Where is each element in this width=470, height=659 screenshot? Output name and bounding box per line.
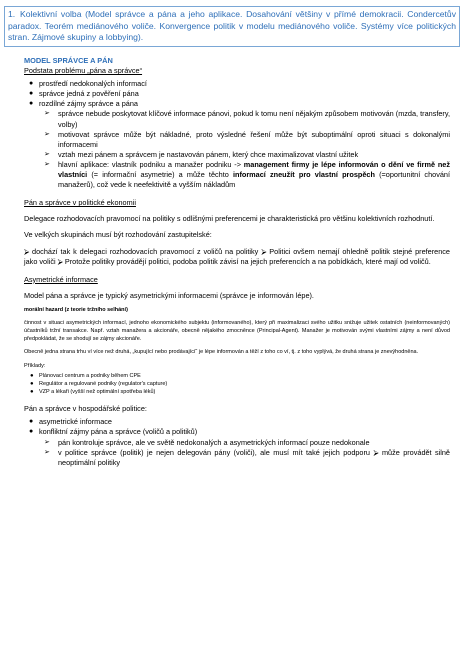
bullet-icon: ●	[29, 418, 34, 426]
bullet-icon: ●	[30, 373, 34, 380]
asym-heading: Asymetrické informace	[24, 274, 98, 284]
list-item: ● konfliktní zájmy pána a správce (voličů a politiků)	[29, 427, 198, 437]
question-text: Kolektivní volba (Model správce a pána a jeho aplikace. Dosahování většiny v přímé demokracii. Condercetův paradox. Teorém mediánového voliče. Konvergence politik v modelu mediánového voliče. Systémy více politických stran. Zájmové skupiny a lobbying).	[8, 9, 456, 42]
politika-heading: Pán a správce v politické ekonomii	[24, 198, 136, 208]
arrow-bullet-icon: ➢	[44, 448, 50, 456]
question-number: 1.	[8, 9, 16, 19]
politika-paragraph: Delegace rozhodovacích pravomocí na politiky s odlišnými preferencemi je charakteristická pro většinu kolektivních rozhodnutí.	[24, 214, 435, 224]
bullet-icon: ●	[30, 381, 34, 388]
politika-paragraph: ⮚ dochází tak k delegaci rozhodovacích pravomocí z voličů na politiky ⮚ Politici ovšem nemají ohledně politik stejné preference jako voliči ⮚ Protože politiky provádějí politici, podoba politik závisí na jejich preferencích a na pobídkách, které mají od voličů.	[24, 246, 450, 266]
list-item: ● VZP a lékaři (vyšší než optimální spotřeba léků)	[30, 388, 156, 395]
arrow-bullet-icon: ➢	[44, 130, 50, 138]
priklady-label: Příklady:	[24, 362, 46, 369]
podstata-heading: Podstata problému „pána a správce“	[24, 66, 143, 76]
arrow-bullet-icon: ➢	[44, 438, 50, 446]
hazard-title: morální hazard (z teorie tržního selhání)	[24, 306, 128, 313]
sub-list-item: ➢ správce nebude poskytovat klíčové informace pánovi, pokud k tomu není nějakým způsobem motivován (mzda, transfery, volby)	[44, 109, 450, 129]
list-item: ● Plánovací centrum a podniky během CPE	[30, 373, 141, 380]
hazard-text: činnost v situaci asymetrických informací, jednoho ekonomického subjektu (informovaného), který při maximalizaci svého užitku snižuje užitek ostatních (neinformovaných) účastníků tržní transakce. Např. vztah manažera a akcionáře, obecně nějakého zmocněnce (Principal-Agent). Manažer je motivován svými vlastními zájmy a není důvod předpokládat, že se shodují se zájmy akcionáře.	[24, 320, 450, 342]
asym-paragraph: Model pána a správce je typický asymetrickými informacemi (správce je informován lépe).	[24, 290, 314, 300]
section-title: MODEL SPRÁVCE A PÁN	[24, 56, 113, 65]
sub-list-item: ➢ vztah mezi pánem a správcem je nastavován pánem, který chce maximalizovat vlastní užitek	[44, 149, 359, 159]
bullet-icon: ●	[30, 388, 34, 395]
list-item: ● rozdílné zájmy správce a pána	[29, 99, 138, 109]
question-header	[4, 6, 460, 47]
sub-list-item: ➢ pán kontroluje správce, ale ve světě nedokonalých a asymetrických informací pouze nedokonale	[44, 437, 370, 447]
arrow-bullet-icon: ➢	[44, 160, 50, 168]
document-body	[24, 56, 450, 468]
sub-list-item: ➢ v politice správce (politik) je nejen delegován pány (voliči), ale musí mít také jejich podporu ⮚ může provádět silně neoptimální politiky	[44, 447, 450, 467]
list-item: ● správce jedná z pověření pána	[29, 89, 139, 99]
sub-list-item: ➢ motivovat správce může být nákladné, proto výsledné řešení může být suboptimální oproti situaci s dokonalými informacemi	[44, 129, 450, 149]
arrow-bullet-icon: ➢	[44, 150, 50, 158]
list-item: ● Regulátor a regulované podniky (regulator's capture)	[30, 381, 168, 388]
arrow-bullet-icon: ➢	[44, 110, 50, 118]
politika-paragraph: Ve velkých skupinách musí být rozhodování zastupitelské:	[24, 230, 212, 240]
list-item: ● asymetrické informace	[29, 417, 112, 427]
sub-list-item: ➢ hlavní aplikace: vlastník podniku a manažer podniku -> management firmy je lépe informován o dění ve firmě než vlastníci (= informační asymetrie) a může těchto informací zneužít pro vlastní prospěch (=oportunitní chování manažerů), což vede k neefektivitě a vyšším nákladům	[44, 159, 450, 190]
bullet-icon: ●	[29, 90, 34, 98]
bullet-icon: ●	[29, 80, 34, 88]
list-item: ● prostředí nedokonalých informací	[29, 79, 147, 89]
obecne-text: Obecně jedna strana trhu ví více než druhá, „kupující nebo prodávající“ je lépe informován a těží z toho co ví, tj. z toho vyplývá, že druhá strana je znevýhodněna.	[24, 349, 419, 356]
hosp-heading: Pán a správce v hospodářské politice:	[24, 404, 147, 414]
bullet-icon: ●	[29, 428, 34, 436]
bullet-icon: ●	[29, 100, 34, 108]
